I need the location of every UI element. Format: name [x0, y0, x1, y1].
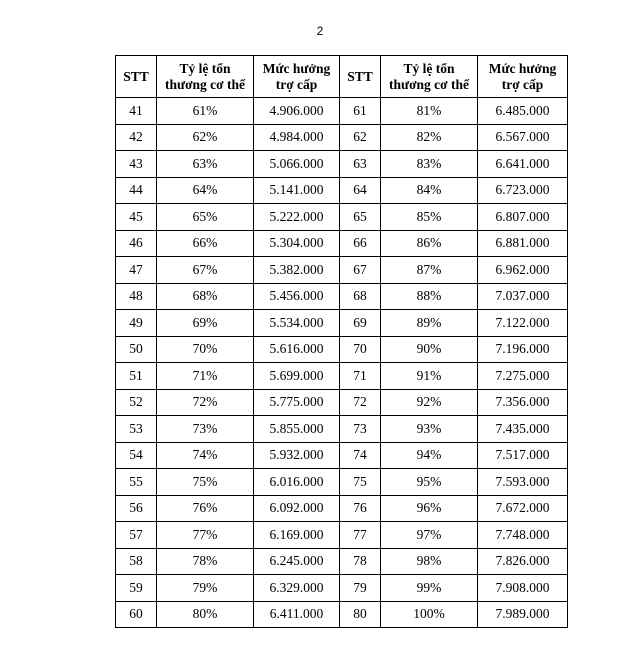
cell-stt: 77 [340, 522, 381, 549]
cell-benefit-amount: 7.908.000 [478, 575, 568, 602]
cell-injury-rate: 84% [381, 177, 478, 204]
table-row [116, 336, 568, 363]
header-stt: STT [340, 56, 381, 98]
cell-injury-rate: 71% [157, 363, 254, 390]
header-benefit-amount: Mức hưởng trợ cấp [254, 56, 340, 98]
cell-stt: 68 [340, 283, 381, 310]
cell-injury-rate: 93% [381, 416, 478, 443]
cell-injury-rate: 79% [157, 575, 254, 602]
cell-injury-rate: 88% [381, 283, 478, 310]
cell-stt: 46 [116, 230, 157, 257]
table-row [116, 151, 568, 178]
table-row [116, 601, 568, 628]
cell-injury-rate: 62% [157, 124, 254, 151]
cell-stt: 53 [116, 416, 157, 443]
cell-injury-rate: 85% [381, 204, 478, 231]
cell-injury-rate: 69% [157, 310, 254, 337]
cell-stt: 52 [116, 389, 157, 416]
cell-injury-rate: 91% [381, 363, 478, 390]
cell-stt: 58 [116, 548, 157, 575]
table-row [116, 469, 568, 496]
table-row [116, 204, 568, 231]
cell-stt: 69 [340, 310, 381, 337]
cell-injury-rate: 68% [157, 283, 254, 310]
cell-stt: 43 [116, 151, 157, 178]
page-number: 2 [316, 24, 324, 38]
cell-injury-rate: 70% [157, 336, 254, 363]
cell-stt: 65 [340, 204, 381, 231]
table-row [116, 522, 568, 549]
cell-injury-rate: 95% [381, 469, 478, 496]
table-row [116, 389, 568, 416]
header-stt: STT [116, 56, 157, 98]
cell-benefit-amount: 5.141.000 [254, 177, 340, 204]
cell-injury-rate: 74% [157, 442, 254, 469]
cell-injury-rate: 82% [381, 124, 478, 151]
cell-stt: 57 [116, 522, 157, 549]
cell-stt: 56 [116, 495, 157, 522]
cell-stt: 59 [116, 575, 157, 602]
cell-injury-rate: 65% [157, 204, 254, 231]
table-row [116, 257, 568, 284]
cell-benefit-amount: 6.016.000 [254, 469, 340, 496]
cell-benefit-amount: 7.356.000 [478, 389, 568, 416]
cell-benefit-amount: 5.534.000 [254, 310, 340, 337]
table-row [116, 230, 568, 257]
cell-benefit-amount: 5.456.000 [254, 283, 340, 310]
cell-injury-rate: 92% [381, 389, 478, 416]
cell-injury-rate: 76% [157, 495, 254, 522]
cell-benefit-amount: 7.826.000 [478, 548, 568, 575]
cell-benefit-amount: 5.066.000 [254, 151, 340, 178]
cell-benefit-amount: 5.222.000 [254, 204, 340, 231]
table-row [116, 442, 568, 469]
cell-benefit-amount: 6.245.000 [254, 548, 340, 575]
header-injury-rate: Tỷ lệ tổn thương cơ thể [157, 56, 254, 98]
cell-stt: 62 [340, 124, 381, 151]
cell-injury-rate: 97% [381, 522, 478, 549]
cell-benefit-amount: 6.411.000 [254, 601, 340, 628]
cell-injury-rate: 83% [381, 151, 478, 178]
cell-injury-rate: 75% [157, 469, 254, 496]
cell-stt: 76 [340, 495, 381, 522]
cell-stt: 45 [116, 204, 157, 231]
cell-stt: 67 [340, 257, 381, 284]
table-row [116, 283, 568, 310]
header-injury-rate: Tỷ lệ tổn thương cơ thể [381, 56, 478, 98]
cell-stt: 72 [340, 389, 381, 416]
table-row [116, 363, 568, 390]
cell-benefit-amount: 7.275.000 [478, 363, 568, 390]
cell-benefit-amount: 5.775.000 [254, 389, 340, 416]
cell-benefit-amount: 5.699.000 [254, 363, 340, 390]
cell-stt: 54 [116, 442, 157, 469]
cell-stt: 42 [116, 124, 157, 151]
table-row [116, 416, 568, 443]
cell-stt: 60 [116, 601, 157, 628]
cell-stt: 70 [340, 336, 381, 363]
cell-stt: 55 [116, 469, 157, 496]
cell-injury-rate: 78% [157, 548, 254, 575]
cell-benefit-amount: 7.593.000 [478, 469, 568, 496]
table-row [116, 98, 568, 125]
cell-stt: 80 [340, 601, 381, 628]
cell-injury-rate: 80% [157, 601, 254, 628]
cell-benefit-amount: 6.807.000 [478, 204, 568, 231]
table-row [116, 177, 568, 204]
cell-benefit-amount: 6.723.000 [478, 177, 568, 204]
cell-stt: 64 [340, 177, 381, 204]
cell-injury-rate: 87% [381, 257, 478, 284]
cell-benefit-amount: 7.435.000 [478, 416, 568, 443]
cell-benefit-amount: 5.855.000 [254, 416, 340, 443]
cell-injury-rate: 64% [157, 177, 254, 204]
cell-injury-rate: 61% [157, 98, 254, 125]
cell-stt: 79 [340, 575, 381, 602]
cell-stt: 78 [340, 548, 381, 575]
cell-benefit-amount: 6.881.000 [478, 230, 568, 257]
cell-benefit-amount: 5.932.000 [254, 442, 340, 469]
table-body [116, 98, 568, 628]
table-row [116, 548, 568, 575]
cell-benefit-amount: 7.122.000 [478, 310, 568, 337]
cell-injury-rate: 72% [157, 389, 254, 416]
cell-injury-rate: 67% [157, 257, 254, 284]
cell-injury-rate: 98% [381, 548, 478, 575]
cell-stt: 48 [116, 283, 157, 310]
cell-benefit-amount: 7.517.000 [478, 442, 568, 469]
table-row [116, 310, 568, 337]
cell-injury-rate: 81% [381, 98, 478, 125]
cell-stt: 75 [340, 469, 381, 496]
cell-injury-rate: 100% [381, 601, 478, 628]
cell-benefit-amount: 5.616.000 [254, 336, 340, 363]
cell-benefit-amount: 6.962.000 [478, 257, 568, 284]
cell-injury-rate: 66% [157, 230, 254, 257]
cell-injury-rate: 86% [381, 230, 478, 257]
table-row [116, 124, 568, 151]
cell-benefit-amount: 6.329.000 [254, 575, 340, 602]
cell-benefit-amount: 5.304.000 [254, 230, 340, 257]
cell-stt: 63 [340, 151, 381, 178]
cell-benefit-amount: 7.672.000 [478, 495, 568, 522]
cell-stt: 51 [116, 363, 157, 390]
cell-injury-rate: 94% [381, 442, 478, 469]
cell-stt: 71 [340, 363, 381, 390]
cell-injury-rate: 73% [157, 416, 254, 443]
cell-benefit-amount: 5.382.000 [254, 257, 340, 284]
cell-benefit-amount: 7.196.000 [478, 336, 568, 363]
cell-stt: 44 [116, 177, 157, 204]
cell-injury-rate: 96% [381, 495, 478, 522]
cell-injury-rate: 77% [157, 522, 254, 549]
table-header-row [116, 56, 568, 98]
cell-benefit-amount: 6.169.000 [254, 522, 340, 549]
header-benefit-amount: Mức hưởng trợ cấp [478, 56, 568, 98]
cell-benefit-amount: 7.989.000 [478, 601, 568, 628]
cell-stt: 73 [340, 416, 381, 443]
cell-stt: 49 [116, 310, 157, 337]
cell-stt: 41 [116, 98, 157, 125]
cell-stt: 47 [116, 257, 157, 284]
cell-injury-rate: 90% [381, 336, 478, 363]
cell-stt: 50 [116, 336, 157, 363]
cell-benefit-amount: 6.641.000 [478, 151, 568, 178]
cell-injury-rate: 63% [157, 151, 254, 178]
table-row [116, 495, 568, 522]
cell-benefit-amount: 7.748.000 [478, 522, 568, 549]
benefit-table [115, 55, 568, 628]
cell-benefit-amount: 6.092.000 [254, 495, 340, 522]
cell-stt: 74 [340, 442, 381, 469]
cell-injury-rate: 99% [381, 575, 478, 602]
cell-stt: 61 [340, 98, 381, 125]
cell-benefit-amount: 6.485.000 [478, 98, 568, 125]
cell-stt: 66 [340, 230, 381, 257]
cell-injury-rate: 89% [381, 310, 478, 337]
cell-benefit-amount: 6.567.000 [478, 124, 568, 151]
table-row [116, 575, 568, 602]
cell-benefit-amount: 4.984.000 [254, 124, 340, 151]
cell-benefit-amount: 4.906.000 [254, 98, 340, 125]
cell-benefit-amount: 7.037.000 [478, 283, 568, 310]
